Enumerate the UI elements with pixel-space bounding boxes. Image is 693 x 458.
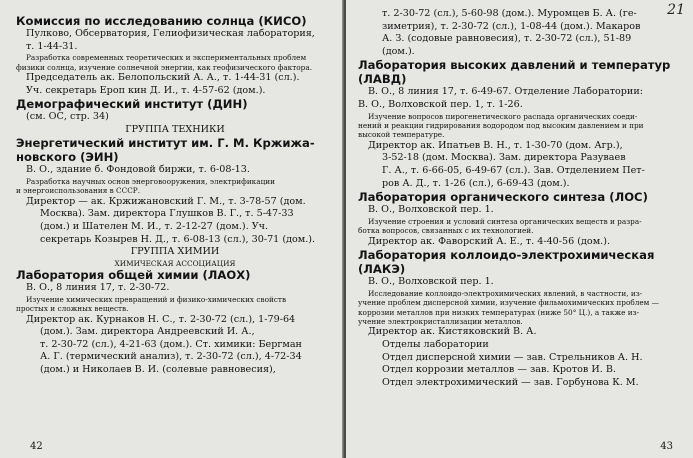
entry-heading: (ЛАВД) (358, 72, 407, 87)
text-line: Москва). Зам. директора Глушков В. Г., т. 5-47-33 (40, 208, 294, 220)
text-line: Уч. секретарь Ероп кин Д. И., т. 4-57-62 (дом.). (26, 84, 266, 96)
text-line: Директор — ак. Кржижановский Г. М., т. 3-78-57 (дом. (26, 195, 306, 207)
text-line: коррозии металлов при низких температурах (ниже 50° Ц.), а также из- (358, 307, 640, 317)
text-line: Директор ак. Курнаков Н. С., т. 2-30-72 (сл.), 1-79-64 (26, 313, 296, 325)
right-page (346, 0, 693, 458)
text-line: ГРУППА ТЕХНИКИ (125, 123, 225, 135)
text-line: учение электрокристаллизации металлов. (358, 316, 523, 326)
text-line: секретарь Козырев Н. Д., т. 6-08-13 (сл.), 30-71 (дом.). (40, 233, 316, 245)
entry-heading: Демографический институт (ДИН) (16, 97, 248, 112)
entry-heading: новского (ЭИН) (16, 150, 119, 165)
page-number-left: 42 (30, 441, 43, 452)
text-line: нений и реакции гидрирования водородом под высоким давлением и при (358, 120, 644, 130)
text-line: Отдел дисперсной химии — зав. Стрельников А. Н. (382, 351, 643, 363)
text-line: высокой температуре. (358, 130, 445, 140)
text-line: ХИМИЧЕСКАЯ АССОЦИАЦИЯ (114, 258, 236, 268)
text-line: А. Г. (термический анализ), т. 2-30-72 (сл.), 4-72-34 (40, 351, 302, 363)
text-line: (дом.). (382, 45, 415, 57)
text-line: т. 1-44-31. (26, 40, 78, 52)
text-line: Отделы лаборатории (382, 338, 489, 350)
text-line: В. О., 8 линия 17, т. 6-49-67. Отделение Лаборатории: (368, 86, 643, 98)
text-line: Директор ак. Ипатьев В. Н., т. 1-30-70 (дом. Агр.), (368, 139, 623, 151)
text-line: ботка вопросов, связанных с их технологией. (358, 226, 534, 236)
text-line: В. О., Волховской пер. 1. (368, 204, 494, 216)
text-line: (дом.) и Шателен М. И., т. 2-12-27 (дом.). Уч. (40, 220, 269, 232)
text-line: Директор ак. Кистяковский В. А. (368, 326, 537, 338)
entry-heading: Лаборатория высоких давлений и температур (358, 58, 671, 73)
text-line: Директор ак. Фаворский А. Е., т. 4-40-56 (дом.). (368, 235, 611, 247)
text-line: Разработка современных теоретических и экспериментальных проблем (26, 53, 307, 63)
text-line: Председатель ак. Белопольский А. А., т. 1-44-31 (сл.). (26, 72, 300, 83)
text-line: Пулково, Обсерватория, Гелиофизическая лаборатория, (26, 28, 315, 39)
text-line: А. З. (содовые равновесия), т. 2-30-72 (сл.), 51-89 (382, 33, 632, 45)
text-line: т. 2-30-72 (сл.), 4-21-63 (дом.). Ст. химики: Бергман (40, 338, 302, 350)
text-line: простых и сложных веществ. (16, 304, 129, 314)
text-line: зиметрия), т. 2-30-72 (сл.), 1-08-44 (дом.). Макаров (382, 20, 641, 32)
text-line: Разработка научных основ энерговооружения, электрификации (26, 176, 276, 186)
text-line: физики солнца, изучение солнечной энергии, как геофизического фактора. (16, 62, 313, 72)
entry-heading: Лаборатория общей химии (ЛАОХ) (16, 268, 251, 283)
entry-heading: Энергетический институт им. Г. М. Кржижа- (16, 136, 315, 151)
page-number-right: 43 (660, 441, 673, 452)
text-line: В. О., здание б. Фондовой биржи, т. 6-08-13. (26, 164, 250, 176)
left-page (0, 0, 344, 458)
text-line: (см. ОС, стр. 34) (26, 111, 109, 123)
text-line: Исследование коллоидо-электрохимических явлений, в частности, из- (368, 288, 643, 298)
text-line: т. 2-30-72 (сл.), 5-60-98 (дом.). Муромцев Б. А. (ге- (382, 8, 637, 19)
entry-heading: (ЛАКЭ) (358, 262, 406, 277)
text-line: (дом.) и Николаев В. И. (солевые равновесия), (40, 363, 276, 375)
entry-heading: Лаборатория органического синтеза (ЛОС) (358, 190, 648, 205)
text-line: Отдел коррозии металлов — зав. Кротов И. В. (382, 364, 616, 376)
text-line: ГРУППА ХИМИИ (130, 246, 220, 258)
text-line: В. О., Волховской пер. 1. (368, 276, 494, 288)
entry-heading: Лаборатория коллоидо-электрохимическая (358, 248, 655, 263)
text-line: (дом.). Зам. директора Андреевский И. А., (40, 326, 255, 338)
text-line: В. О., 8 линия 17, т. 2-30-72. (26, 282, 170, 294)
handwritten-page-mark: 21 (667, 2, 685, 18)
text-line: Изучение строения и условий синтеза органических веществ и разра- (368, 216, 642, 226)
text-line: 3-52-18 (дом. Москва). Зам. директора Разуваев (382, 152, 626, 164)
text-line: ров А. Д., т. 1-26 (сл.), 6-69-43 (дом.). (382, 177, 570, 189)
text-line: учение проблем дисперсной химии, изучение фильмохимических проблем — (358, 298, 659, 308)
entry-heading: Комиссия по исследованию солнца (КИСО) (16, 14, 307, 28)
text-line: Изучение вопросов пирогенетического распада органических соеди- (368, 111, 638, 121)
text-line: В. О., Волховской пер. 1, т. 1-26. (358, 98, 523, 110)
text-line: и энергоиспользования в СССР. (16, 186, 141, 196)
right-page-text (358, 8, 679, 389)
text-line: Г. А., т. 6-66-05, 6-49-67 (сл.). Зав. Отделением Пет- (382, 164, 645, 176)
text-line: Отдел электрохимический — зав. Горбунова К. М. (382, 376, 639, 388)
text-line: Изучение химических превращений и физико-химических свойств (26, 294, 287, 304)
left-page-text (16, 14, 334, 377)
